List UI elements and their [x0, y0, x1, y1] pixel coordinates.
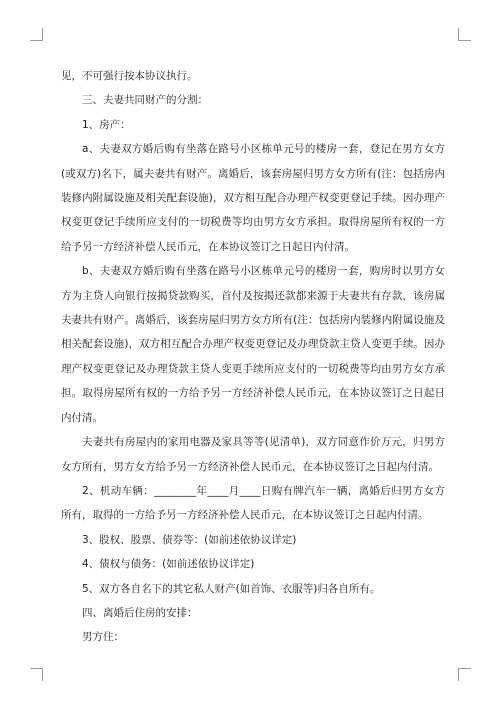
paragraph-housing-heading: 1、房产：: [82, 118, 131, 131]
document-body: [61, 64, 445, 650]
paragraph-vehicle: 2、机动车辆：________年____月____日购有牌汽车一辆，离婚后归男方女方所有，取得的一方给予另一方经济补偿人民币元，在本协议签订之日起内付清。: [61, 484, 445, 522]
paragraph-stocks: 3、股权、股票、债券等：(如前述依协议详定): [82, 533, 297, 546]
crop-mark-bottom-left: [30, 668, 43, 681]
crop-mark-top-left: [30, 28, 43, 41]
paragraph-appliances: 夫妻共有房屋内的家用电器及家具等等(见清单)，双方同意作价万元，归男方女方所有，男方女方给予另一方经济补偿人民币元，在本协议签订之日起内付清。: [61, 436, 445, 473]
paragraph-housing-b: b、夫妻双方婚后购有坐落在路号小区栋单元号的楼房一套，购房时以男方女方为主贷人向银行按揭贷款购买，首付及按揭还款都来源于夫妻共有存款，该房属夫妻共有财产。离婚后，该套房屋归男方女方所有(注：包括房内装修内附属设施及相关配套设施)，双方相互配合办理产权变更登记及办理贷款主贷人变更手续。因办理产权变更登记及办理贷款主贷人变更手续所应支付的一切税费等均由男方女方承担。取得房屋所有权的一方给予另一方经济补偿人民币元，在本协议签订之日起日内付清。: [61, 265, 445, 424]
paragraph-private-property: 5、双方各自名下的其它私人财产(如首饰、衣服等)归各自所有。: [82, 582, 381, 595]
crop-mark-bottom-right: [458, 668, 471, 681]
paragraph-male-residence: 男方住：: [82, 631, 124, 644]
paragraph-section-4-heading: 四、离婚后住房的安排：: [82, 606, 198, 619]
paragraph-section-3-heading: 三、夫妻共同财产的分割：: [82, 94, 208, 107]
paragraph-housing-a: a、夫妻双方婚后购有坐落在路号小区栋单元号的楼房一套，登记在男方女方(或双方)名下，属夫妻共有财产。离婚后，该套房屋归男方女方所有(注：包括房内装修内附属设施及相关配套设施)，双方相互配合办理产权变更登记手续。因办理产权变更登记手续所应支付的一切税费等均由男方女方承担。取得房屋所有权的一方给予另一方经济补偿人民币元，在本协议签订之日起日内付清。: [61, 143, 445, 253]
paragraph-0: 见，不可强行按本协议执行。: [61, 70, 198, 82]
crop-mark-top-right: [458, 28, 471, 41]
paragraph-debts: 4、债权与债务：(如前述依协议详定): [82, 558, 255, 571]
